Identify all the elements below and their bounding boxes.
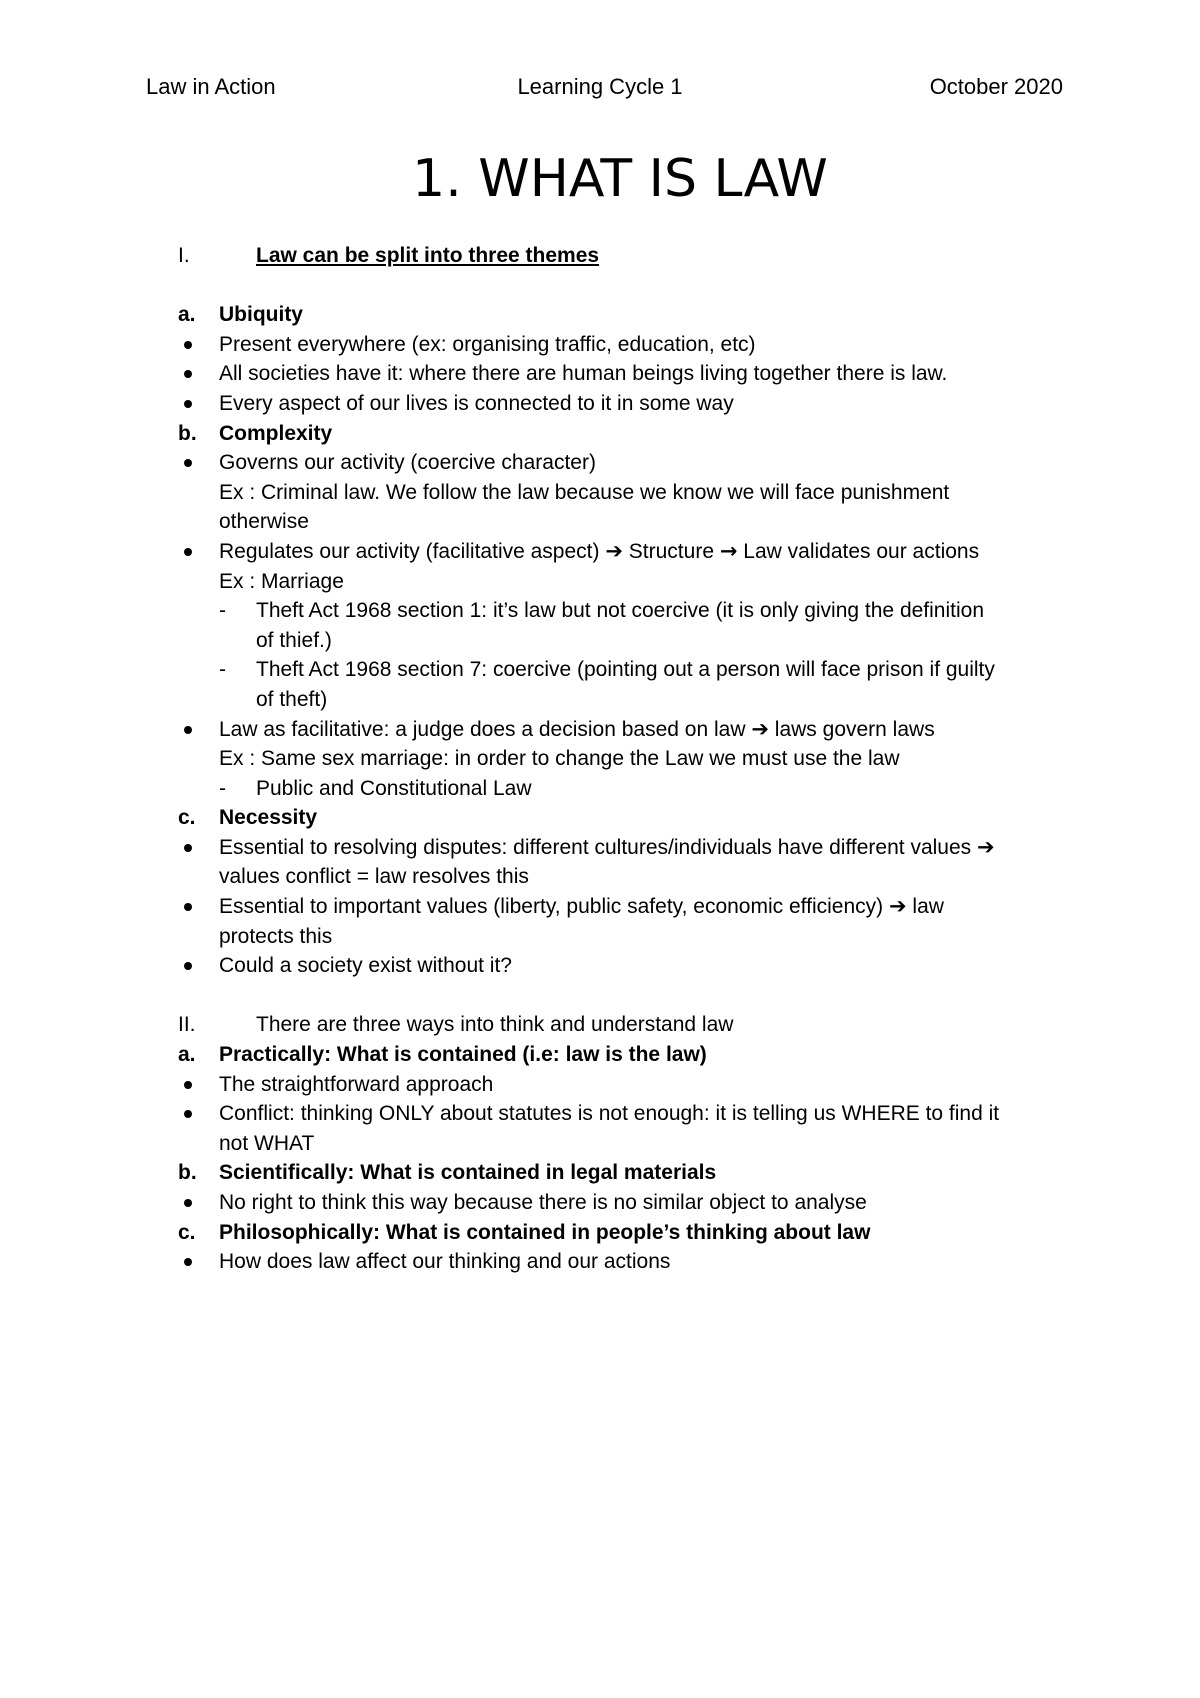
bullet-text: Regulates our activity (facilitative aspect) ➔ Structure → Law validates our actions [219,538,980,563]
bullet-text: Every aspect of our lives is connected to it in some way [219,391,734,415]
bullet-text: Governs our activity (coercive character) [219,451,596,475]
bullet-icon [184,1199,192,1207]
arrow-bold-icon: ➔ [751,716,769,741]
list-marker: c. [178,1220,196,1244]
list-marker: b. [178,421,197,445]
roman-numeral: II. [178,1013,196,1037]
list-marker: a. [178,1043,196,1067]
continuation-line [0,507,1200,537]
subheading [0,300,1200,330]
bullet-item [0,389,1200,419]
list-marker: c. [178,806,196,830]
bullet-text: How does law affect our thinking and our actions [219,1250,671,1274]
continuation-line [0,478,1200,508]
subheading-text: Ubiquity [219,303,303,327]
continuation-text: not WHAT [219,1131,315,1155]
bullet-text: No right to think this way because there is no similar object to analyse [219,1191,867,1214]
bullet-icon [184,370,192,378]
list-marker: b. [178,1161,197,1185]
continuation-line [0,922,1200,952]
dash-item-continuation [0,685,1200,715]
dash-item [0,655,1200,685]
subheading-text: Philosophically: What is contained in people’s thinking about law [219,1220,871,1244]
bullet-text: Essential to important values (liberty, public safety, economic efficiency) ➔ law [219,894,944,919]
continuation-line [0,744,1200,774]
continuation-text: Ex : Same sex marriage: in order to change the Law we must use the law [219,747,900,771]
arrow-bold-icon: ➔ [888,894,907,919]
bullet-item [0,330,1200,360]
bullet-icon [184,844,192,852]
header-course: Law in Action [146,74,276,99]
continuation-text: protects this [219,924,333,948]
dash-marker: - [219,599,226,623]
roman-numeral: I. [178,244,190,267]
continuation-text: Ex : Criminal law. We follow the law because we know we will face punishment [219,480,950,504]
dash-item [0,774,1200,804]
bullet-text: Law as facilitative: a judge does a decision based on law ➔ laws govern laws [219,716,935,741]
section-heading-text: Law can be split into three themes [256,244,600,267]
bullet-item [0,715,1200,745]
bullet-item [0,1070,1200,1100]
arrow-bold-icon: ➔ [605,538,623,563]
bullet-icon [184,400,192,408]
page-title: 1. WHAT IS LAW [412,149,828,209]
dash-item-continuation [0,626,1200,656]
section-heading [0,241,1200,271]
subheading [0,419,1200,449]
bullet-icon [184,726,192,734]
dash-marker: - [219,776,226,800]
dash-text: Theft Act 1968 section 7: coercive (pointing out a person will face prison if guilty [256,658,995,682]
dash-text: of theft) [256,687,328,711]
subheading-text: Practically: What is contained (i.e: law is the law) [219,1043,707,1067]
dash-text: Theft Act 1968 section 1: it’s law but not coercive (it is only giving the definition [256,599,985,623]
bullet-text: Could a society exist without it? [219,954,512,978]
dash-marker: - [219,658,226,682]
bullet-text: Conflict: thinking ONLY about statutes is not enough: it is telling us WHERE to find it [219,1102,1000,1126]
continuation-text: Ex : Marriage [219,569,344,593]
arrow-icon: → [719,538,738,563]
subheading-text: Complexity [219,421,333,445]
bullet-icon [184,962,192,970]
bullet-icon [184,903,192,911]
bullet-icon [184,1081,192,1089]
section-heading-text: There are three ways into think and understand law [256,1013,734,1037]
section-heading [0,1010,1200,1040]
bullet-text: The straightforward approach [219,1072,494,1096]
continuation-line [0,862,1200,892]
subheading [0,1218,1200,1248]
subheading [0,803,1200,833]
arrow-bold-icon: ➔ [977,834,995,859]
bullet-item [0,951,1200,981]
document-body [0,241,1200,1277]
bullet-icon [184,1258,192,1266]
bullet-icon [184,459,192,467]
bullet-item [0,359,1200,389]
continuation-line [0,1129,1200,1159]
subheading [0,1158,1200,1188]
bullet-icon [184,548,192,556]
dash-item [0,596,1200,626]
bullet-text: All societies have it: where there are human beings living together there is law. [219,362,948,386]
continuation-text: otherwise [219,510,309,534]
dash-text: of thief.) [256,628,332,652]
continuation-text: values conflict = law resolves this [219,865,529,889]
subheading [0,1040,1200,1070]
dash-text: Public and Constitutional Law [256,776,532,800]
continuation-line [0,567,1200,597]
bullet-item [0,892,1200,922]
bullet-item [0,1099,1200,1129]
subheading-text: Scientifically: What is contained in legal materials [219,1161,717,1185]
bullet-item [0,833,1200,863]
bullet-icon [184,1110,192,1118]
bullet-item [0,1188,1200,1218]
bullet-item [0,448,1200,478]
bullet-item [0,1247,1200,1277]
header-cycle: Learning Cycle 1 [517,74,683,99]
subheading-text: Necessity [219,806,318,830]
bullet-icon [184,341,192,349]
bullet-item [0,537,1200,567]
bullet-text: Present everywhere (ex: organising traffic, education, etc) [219,332,756,356]
list-marker: a. [178,303,196,327]
bullet-text: Essential to resolving disputes: different cultures/individuals have different values ➔ [219,834,995,859]
header-date: October 2020 [929,74,1063,99]
